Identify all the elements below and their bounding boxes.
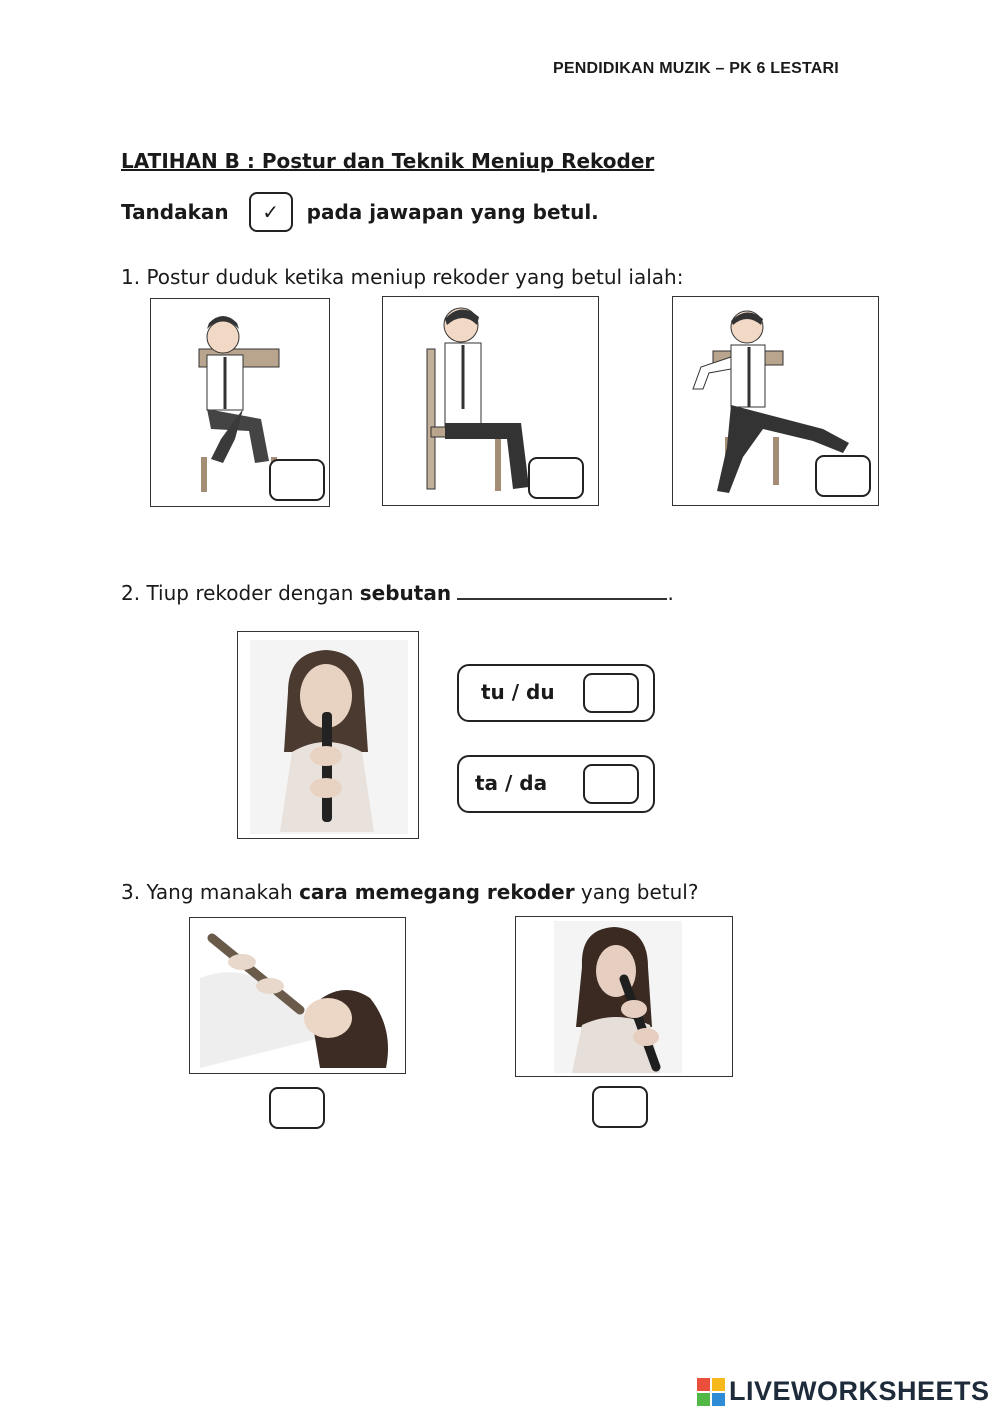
q1-image-3 — [672, 296, 879, 506]
q2-image — [237, 631, 419, 839]
question-1-text: 1. Postur duduk ketika meniup rekoder yang betul ialah: — [121, 265, 684, 289]
q2-option-1-label: tu / du — [481, 680, 555, 704]
liveworksheets-brand — [697, 1376, 990, 1407]
q3-text-bold: cara memegang rekoder — [299, 880, 575, 904]
instruction-line — [121, 192, 599, 232]
instruction-pre: Tandakan — [121, 200, 229, 224]
question-3-text — [121, 880, 698, 904]
q2-text-pre: 2. Tiup rekoder dengan — [121, 581, 360, 605]
q2-blank-line — [457, 582, 667, 600]
q3-answer-box-1[interactable] — [269, 1087, 325, 1129]
girl-playing-recorder-icon — [238, 632, 419, 839]
q2-answer-box-1[interactable] — [583, 673, 639, 713]
q2-option-2[interactable] — [457, 755, 655, 813]
q3-text-post: yang betul? — [574, 880, 699, 904]
q3-text-pre: 3. Yang manakah — [121, 880, 300, 904]
liveworksheets-logo-icon — [697, 1378, 725, 1406]
q2-text-post: . — [667, 581, 674, 605]
q1-image-2 — [382, 296, 599, 506]
instruction-post: pada jawapan yang betul. — [306, 200, 599, 224]
q1-answer-box-1[interactable] — [269, 459, 325, 501]
exercise-title: LATIHAN B : Postur dan Teknik Meniup Rekoder — [121, 149, 655, 173]
q3-image-2 — [515, 916, 733, 1077]
brand-wordmark: LIVEWORKSHEETS — [729, 1376, 990, 1406]
q2-answer-box-2[interactable] — [583, 764, 639, 804]
q1-answer-box-3[interactable] — [815, 455, 871, 497]
girl-recorder-held-down-icon — [516, 917, 733, 1077]
q1-answer-box-2[interactable] — [528, 457, 584, 499]
q2-option-1[interactable] — [457, 664, 655, 722]
q3-image-1 — [189, 917, 406, 1074]
q1-image-1 — [150, 298, 330, 507]
question-2-text — [121, 581, 674, 605]
q2-text-bold: sebutan — [359, 581, 452, 605]
checkmark-icon: ✓ — [262, 200, 280, 224]
tick-example-box — [249, 192, 293, 232]
q3-answer-box-2[interactable] — [592, 1086, 648, 1128]
subject-header: PENDIDIKAN MUZIK – PK 6 LESTARI — [553, 60, 839, 77]
girl-recorder-pointing-up-icon — [190, 918, 406, 1074]
q2-option-2-label: ta / da — [475, 771, 548, 795]
